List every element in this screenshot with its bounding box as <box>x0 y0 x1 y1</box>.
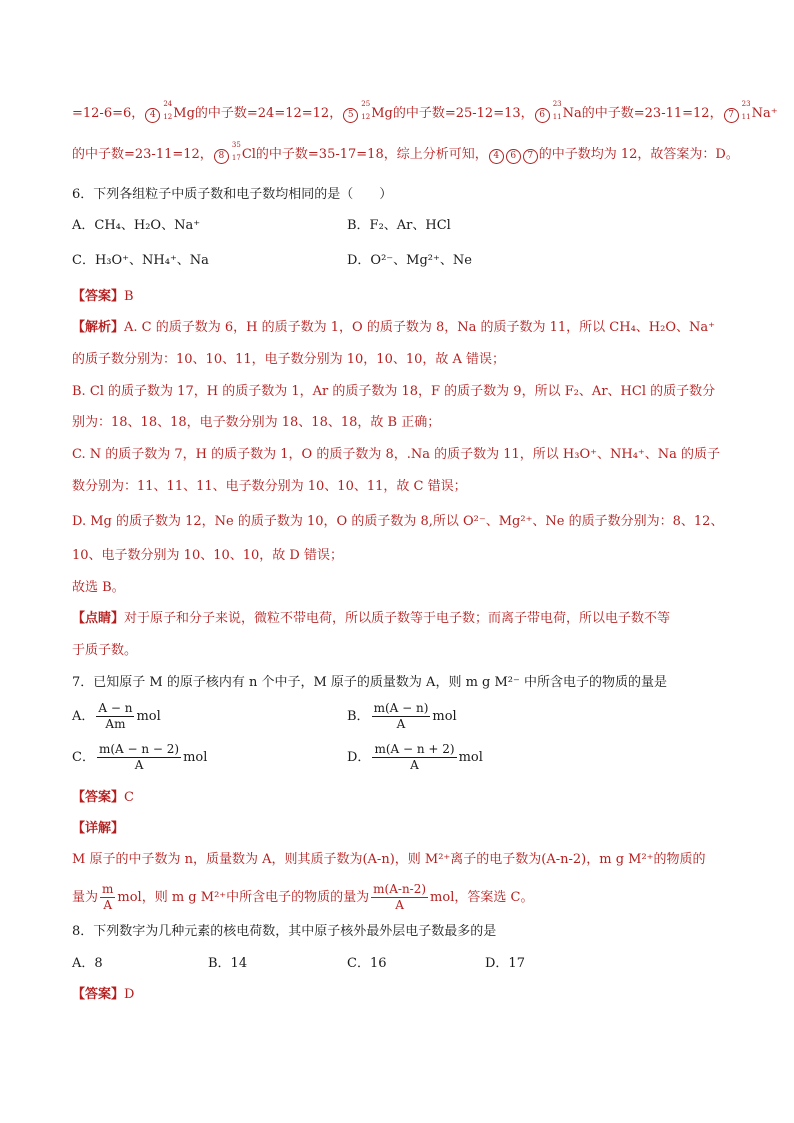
q7-option-c: C． $\frac{m(A - n - 2)}{A}$ mol <box>72 742 208 772</box>
q6-explanation-6: 数分别为：11、11、11、电子数分别为 10、10、11，故 C 错误； <box>72 479 467 494</box>
q6-explanation-7: D. Mg 的质子数为 12，Ne 的质子数为 10，O 的质子数为 8,所以 O²⁻、Mg²⁺、Ne 的质子数分别为：8、12、 <box>72 514 724 529</box>
q6-explanation-2: 的质子数分别为：10、10、11，电子数分别为 10，10、10，故 A 错误； <box>72 352 506 367</box>
q6-explanation-3: B. Cl 的质子数为 17，H 的质子数为 1，Ar 的质子数为 18，F 的质子数为 9，所以 F₂、Ar、HCl 的质子数分 <box>72 384 716 399</box>
circled-number: 4 <box>145 108 160 123</box>
answer-value: D <box>124 987 135 1002</box>
q6-explanation-1: 【解析】A. C 的质子数为 6，H 的质子数为 1，O 的质子数为 8，Na 的质子数为 11，所以 CH₄、H₂O、Na⁺ <box>72 320 715 335</box>
circled-number: 8 <box>214 149 229 164</box>
q8-option-d: D．17 <box>485 956 525 971</box>
fraction: $\frac{m}{A}$ <box>102 882 114 912</box>
fraction: $\frac{m(A - n)}{A}$ <box>373 701 429 731</box>
q7-option-d: D． $\frac{m(A - n + 2)}{A}$ mol <box>347 742 483 772</box>
q7-detail-1: M 原子的中子数为 n，质量数为 A，则其质子数为(A-n)，则 M²⁺离子的电子数为(A-n-2)，m g M²⁺的物质的 <box>72 852 706 867</box>
explanation-tag: 【解析】 <box>72 320 125 335</box>
circled-number: 4 <box>489 149 504 164</box>
q7-detail-2: 量为 $\frac{m}{A}$ mol，则 m g M²⁺中所含电子的物质的量为 $\frac{m(A-n-2)}{A}$ mol，答案选 C。 <box>72 882 534 912</box>
answer-tag: 【答案】 <box>72 289 125 304</box>
q6-explanation-5: C. N 的质子数为 7，H 的质子数为 1，O 的质子数为 8，.Na 的质子数为 11，所以 H₃O⁺、NH₄⁺、Na 的质子 <box>72 447 721 462</box>
q6-explanation-4: 别为：18、18、18，电子数分别为 18、18、18，故 B 正确； <box>72 415 441 430</box>
fraction: $\frac{m(A - n + 2)}{A}$ <box>374 742 455 772</box>
q8-answer <box>72 986 134 1004</box>
q7-stem: 7．已知原子 M 的原子核内有 n 个中子，M 原子的质量数为 A，则 m g M²⁻ 中所含电子的物质的量是 <box>72 675 668 690</box>
q6-option-d: D．O²⁻、Mg²⁺、Ne <box>347 253 472 268</box>
q6-option-c: C．H₃O⁺、NH₄⁺、Na <box>72 253 209 268</box>
q8-option-b: B．14 <box>208 956 248 971</box>
q6-explanation-8: 10、电子数分别为 10、10、10，故 D 错误； <box>72 548 343 563</box>
circled-number: 6 <box>506 149 521 164</box>
answer-value: B <box>124 289 134 304</box>
q7-detail-tag: 【详解】 <box>72 821 125 836</box>
q6-answer <box>72 288 134 306</box>
q6-note-2: 于质子数。 <box>72 643 138 658</box>
q8-stem: 8．下列数字为几种元素的核电荷数，其中原子核外最外层电子数最多的是 <box>72 924 497 939</box>
answer-tag: 【答案】 <box>72 790 125 805</box>
q6-option-b: B．F₂、Ar、HCl <box>347 218 451 233</box>
q6-stem: 6．下列各组粒子中质子数和电子数均相同的是（ ） <box>72 187 393 202</box>
q7-answer <box>72 789 134 807</box>
q8-option-c: C．16 <box>347 956 387 971</box>
q6-explanation-9: 故选 B。 <box>72 580 125 595</box>
fraction: $\frac{A - n}{Am}$ <box>98 701 133 731</box>
isotope-notation: 23 11 <box>552 100 562 121</box>
answer-tag: 【答案】 <box>72 987 125 1002</box>
top-line-1: =12-6=6， 4 24 12 Mg的中子数=24=12=12， 5 25 12 Mg的中子数=25-12=13， 6 23 11 Na的中子数=23-11=12， 7 23 11 Na⁺ <box>72 100 778 121</box>
isotope-notation: 35 17 <box>231 141 241 162</box>
top-line-2: 的中子数=23-11=12， 8 35 17 Cl的中子数=35-17=18，综上分析可知， 4 6 7 的中子数均为 12，故答案为：D。 <box>72 141 739 162</box>
q6-note-1: 【点睛】对于原子和分子来说，微粒不带电荷，所以质子数等于电子数；而离子带电荷，所以电子数不等 <box>72 611 671 626</box>
q6-option-a: A．CH₄、H₂O、Na⁺ <box>72 218 201 233</box>
isotope-notation: 24 12 <box>163 100 173 121</box>
circled-number: 7 <box>523 149 538 164</box>
q7-option-a: A． $\frac{A - n}{Am}$ mol <box>72 701 161 731</box>
q7-option-b: B． $\frac{m(A - n)}{A}$ mol <box>347 701 457 731</box>
fraction: $\frac{m(A-n-2)}{A}$ <box>373 882 427 912</box>
circled-number: 6 <box>535 108 550 123</box>
circled-number: 5 <box>343 108 358 123</box>
fraction: $\frac{m(A - n - 2)}{A}$ <box>98 742 180 772</box>
answer-value: C <box>124 790 134 805</box>
q8-option-a: A．8 <box>72 956 103 971</box>
isotope-notation: 25 12 <box>361 100 371 121</box>
circled-number: 7 <box>724 108 739 123</box>
isotope-notation: 23 11 <box>741 100 751 121</box>
note-tag: 【点睛】 <box>72 611 125 626</box>
